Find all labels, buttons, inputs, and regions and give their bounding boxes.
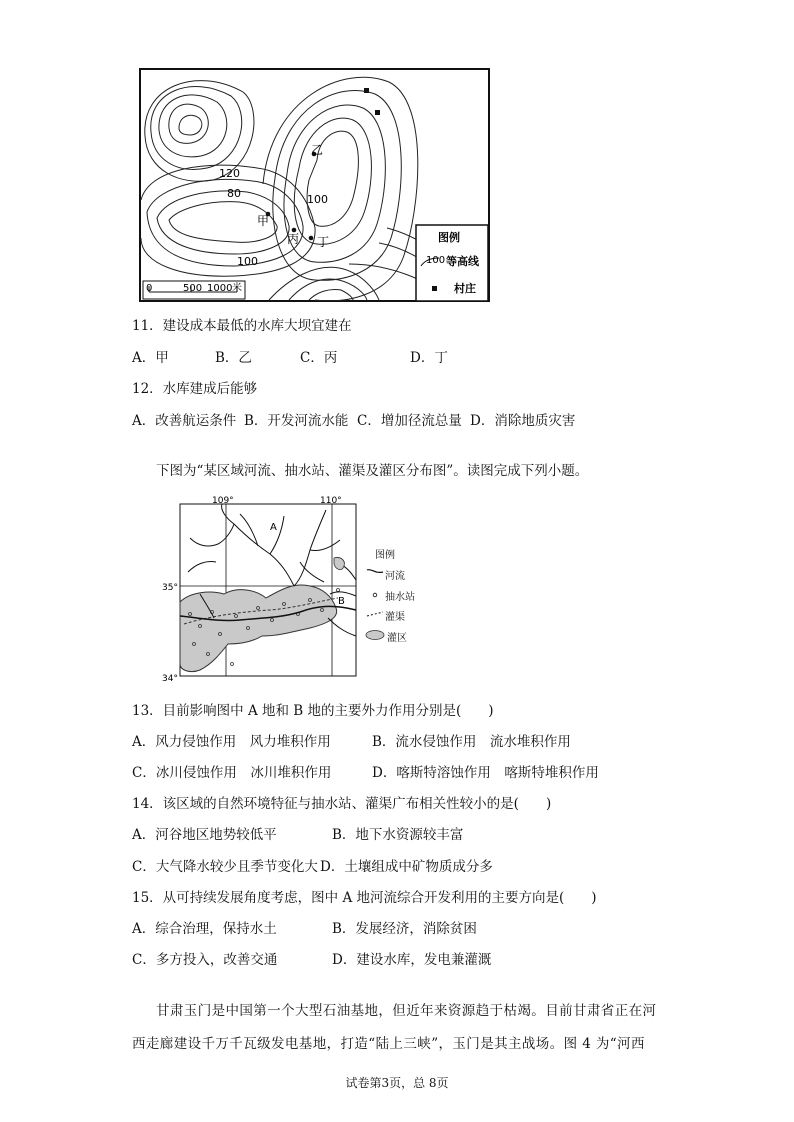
legend-pump: 抽水站: [385, 592, 415, 603]
irrigated-area: [180, 585, 337, 672]
contour-label-100: 100: [307, 193, 328, 206]
q13-option-d: D．喀斯特溶蚀作用 喀斯特堆积作用: [372, 765, 599, 781]
scale-bar: [143, 281, 245, 299]
q12-option-c: C．增加径流总量: [357, 413, 462, 429]
map2-legend: [365, 546, 435, 646]
intro-2: 下图为“某区域河流、抽水站、灌渠及灌区分布图”。读图完成下列小题。: [156, 463, 589, 479]
q11-stem: 11．建设成本最低的水库大坝宜建在: [132, 318, 352, 334]
scale-0: 0: [146, 283, 153, 294]
label-B: B: [338, 596, 345, 607]
q13-option-c: C．冰川侵蚀作用 冰川堆积作用: [132, 765, 332, 781]
village-marker: [364, 88, 369, 93]
q11-option-c: C．丙: [300, 350, 338, 366]
q12-option-b: B．开发河流水能: [244, 413, 349, 429]
canal-legend-icon: [365, 608, 385, 620]
area-legend-icon: [365, 629, 385, 641]
contour-map: [139, 68, 491, 304]
river-legend-icon: [365, 566, 385, 578]
q15-option-a: A．综合治理，保持水土: [132, 921, 277, 937]
scale-500: 500: [183, 283, 203, 294]
scale-1000: 1000: [207, 283, 233, 294]
legend-canal: 灌渠: [385, 612, 405, 623]
q13-stem: 13．目前影响图中 A 地和 B 地的主要外力作用分别是( ): [132, 703, 494, 719]
legend-contour-value: 100: [426, 255, 446, 266]
q12-option-a: A．改善航运条件: [132, 413, 237, 429]
passage-line-1: 甘肃玉门是中国第一个大型石油基地，但近年来资源趋于枯竭。目前甘肃省正在河: [156, 1003, 657, 1019]
legend-area: 灌区: [387, 633, 407, 644]
legend-village-marker: [432, 286, 437, 291]
label-yi: 乙: [311, 143, 324, 157]
legend-river: 河流: [385, 571, 405, 582]
lat-label-34: 34°: [162, 674, 178, 684]
q14-option-d: D．土壤组成中矿物质成分多: [320, 859, 493, 875]
lat-label-35: 35°: [162, 583, 178, 593]
q15-stem: 15．从可持续发展角度考虑，图中 A 地河流综合开发利用的主要方向是( ): [132, 890, 597, 906]
label-bing: 丙: [287, 232, 300, 246]
legend-contour-label: 等高线: [446, 255, 479, 268]
village-marker: [375, 110, 380, 115]
q11-option-a: A．甲: [132, 350, 169, 366]
label-ding: 丁: [317, 235, 330, 249]
legend-title: 图例: [438, 231, 460, 244]
q12-stem: 12．水库建成后能够: [132, 381, 258, 397]
irrigation-map: [160, 494, 360, 684]
q15-option-d: D．建设水库，发电兼灌溉: [332, 952, 492, 968]
q14-stem: 14．该区域的自然环境特征与抽水站、灌渠广布相关性较小的是( ): [132, 796, 552, 812]
q13-option-a: A．风力侵蚀作用 风力堆积作用: [132, 734, 331, 750]
q12-option-d: D．消除地质灾害: [470, 413, 576, 429]
q15-option-b: B．发展经济，消除贫困: [332, 921, 477, 937]
point-ding: [309, 236, 314, 241]
contour-label-80: 80: [227, 187, 241, 200]
q13-option-b: B．流水侵蚀作用 流水堆积作用: [372, 734, 571, 750]
q11-option-d: D．丁: [410, 350, 448, 366]
map-legend: [416, 225, 488, 301]
scale-unit: 米: [232, 283, 242, 294]
lon-label-109: 109°: [212, 496, 234, 506]
pump-legend-icon: [369, 589, 381, 601]
q14-option-c: C．大气降水较少且季节变化大: [132, 859, 318, 875]
passage-line-2: 西走廊建设千万千瓦级发电基地，打造“陆上三峡”，玉门是其主战场。图 4 为“河西: [132, 1036, 645, 1052]
q15-option-c: C．多方投入，改善交通: [132, 952, 278, 968]
contour-label-100: 100: [237, 255, 258, 268]
q14-option-b: B．地下水资源较丰富: [332, 827, 464, 843]
page-footer: 试卷第3页，总 8页: [345, 1076, 449, 1090]
contour-label-120: 120: [219, 167, 240, 180]
label-A: A: [270, 522, 277, 533]
q11-option-b: B．乙: [215, 350, 252, 366]
lon-label-110: 110°: [320, 496, 342, 506]
legend-village-label: 村庄: [454, 282, 476, 295]
q14-option-a: A．河谷地区地势较低平: [132, 827, 277, 843]
label-jia: 甲: [257, 214, 270, 228]
map2-legend-title: 图例: [375, 550, 395, 561]
